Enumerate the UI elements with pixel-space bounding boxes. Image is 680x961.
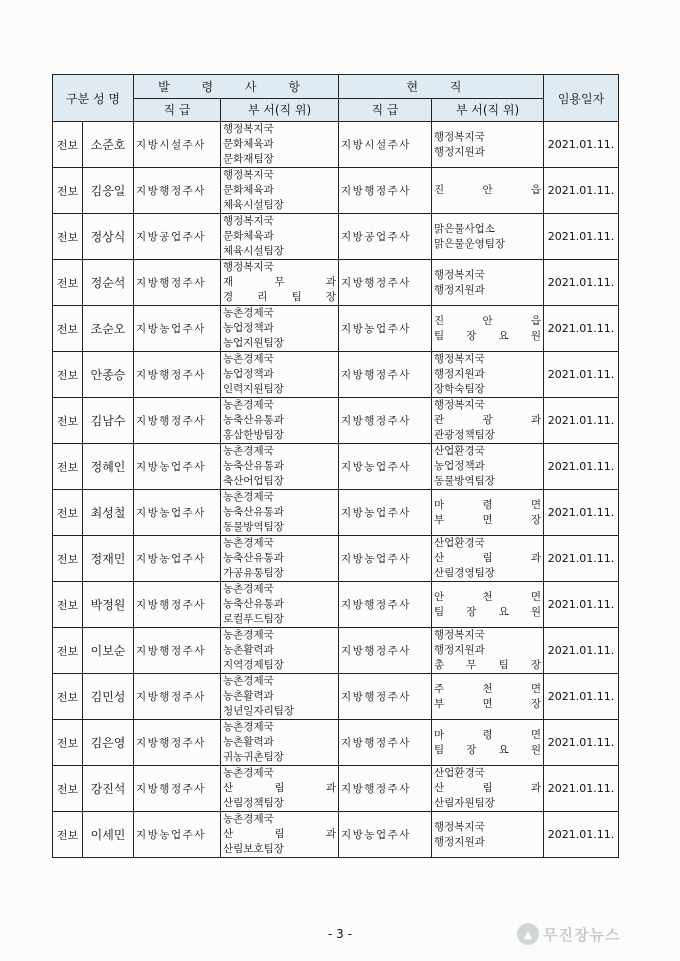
dept-line: 농촌경제국: [223, 675, 274, 687]
cell-current-rank: 지방농업주사: [339, 490, 432, 536]
dept-line: 농촌활력과: [223, 644, 274, 656]
cell-type: 전보: [53, 444, 83, 490]
cell-current-dept: [432, 306, 544, 352]
current-dept-line: 팀 장 요 원: [434, 605, 542, 618]
dept-line: 농촌경제국: [223, 629, 274, 641]
header-current-dept: 부 서(직 위): [432, 98, 544, 122]
cell-current-rank: 지방농업주사: [339, 306, 432, 352]
current-dept-line: 산림자원팀장: [434, 797, 495, 809]
cell-dept: [221, 536, 339, 582]
dept-line: 경 리 팀 장: [223, 291, 337, 303]
dept-line: 농축산유통과: [223, 506, 284, 518]
current-dept-line: 총 무 팀 장: [434, 659, 542, 671]
cell-dept: [221, 628, 339, 674]
dept-line: 산림정책팀장: [223, 797, 284, 809]
cell-date: 2021.01.11.: [544, 720, 619, 766]
dept-line: 농촌활력과: [223, 690, 274, 702]
cell-date: 2021.01.11.: [544, 444, 619, 490]
cell-type: 전보: [53, 214, 83, 260]
dept-line: 행정복지국: [223, 261, 274, 273]
cell-rank: 지방행정주사: [134, 168, 221, 214]
cell-dept: [221, 122, 339, 168]
cell-rank: 지방행정주사: [134, 398, 221, 444]
cell-current-dept: [432, 490, 544, 536]
current-dept-line: 산업환경국: [434, 537, 485, 549]
cell-name: 정재민: [83, 536, 134, 582]
current-dept-line: 행정복지국: [434, 820, 485, 833]
cell-rank: 지방시설주사: [134, 122, 221, 168]
current-dept-line: 행정지원과: [434, 368, 485, 380]
dept-line: 행정복지국: [223, 123, 274, 135]
current-dept-line: 관광정책팀장: [434, 429, 495, 441]
table-row: [53, 582, 619, 628]
dept-line: 문화체육과: [223, 184, 274, 196]
dept-line: 동물방역팀장: [223, 521, 284, 533]
dept-line: 산 림 과: [223, 828, 337, 840]
cell-type: 전보: [53, 536, 83, 582]
cell-date: 2021.01.11.: [544, 674, 619, 720]
dept-line: 농촌경제국: [223, 721, 274, 733]
table-row: [53, 720, 619, 766]
dept-line: 농촌경제국: [223, 399, 274, 411]
cell-current-rank: 지방농업주사: [339, 536, 432, 582]
cell-name: 김남수: [83, 398, 134, 444]
cell-date: 2021.01.11.: [544, 352, 619, 398]
cell-name: 정혜인: [83, 444, 134, 490]
cell-rank: 지방행정주사: [134, 628, 221, 674]
dept-line: 문화체육과: [223, 230, 274, 242]
cell-current-rank: 지방농업주사: [339, 812, 432, 858]
cell-current-dept: [432, 260, 544, 306]
current-dept-line: 행정복지국: [434, 130, 485, 143]
appointment-table: [52, 74, 619, 858]
cell-type: 전보: [53, 628, 83, 674]
dept-line: 산림보호팀장: [223, 843, 284, 855]
cell-date: 2021.01.11.: [544, 260, 619, 306]
cell-current-dept: [432, 122, 544, 168]
current-dept-line: 마 령 면: [434, 728, 542, 741]
cell-rank: 지방행정주사: [134, 674, 221, 720]
header-rank: 직 급: [134, 98, 221, 122]
header-date: 임용일자: [544, 75, 619, 122]
dept-line: 농축산유통과: [223, 598, 284, 610]
cell-name: 정상식: [83, 214, 134, 260]
table-body: [53, 122, 619, 858]
dept-line: 농촌경제국: [223, 583, 274, 595]
cell-date: 2021.01.11.: [544, 398, 619, 444]
cell-dept: [221, 214, 339, 260]
current-dept-line: 산업환경국: [434, 445, 485, 457]
current-dept-line: 주 천 면: [434, 682, 542, 695]
cell-date: 2021.01.11.: [544, 168, 619, 214]
cell-current-dept: [432, 444, 544, 490]
cell-name: 안종승: [83, 352, 134, 398]
dept-line: 농촌경제국: [223, 353, 274, 365]
cell-date: 2021.01.11.: [544, 766, 619, 812]
current-dept-line: 부 면 장: [434, 513, 542, 526]
dept-line: 지역경제팀장: [223, 659, 284, 671]
watermark-text: 무진장뉴스: [543, 925, 621, 944]
cell-current-dept: [432, 812, 544, 858]
cell-current-rank: 지방행정주사: [339, 352, 432, 398]
cell-current-dept: [432, 214, 544, 260]
cell-type: 전보: [53, 720, 83, 766]
cell-rank: 지방행정주사: [134, 582, 221, 628]
dept-line: 농업지원팀장: [223, 337, 284, 349]
current-dept-line: 진 안 읍: [434, 314, 542, 327]
table-row: [53, 122, 619, 168]
cell-dept: [221, 444, 339, 490]
cell-current-dept: [432, 720, 544, 766]
current-dept-line: 산업환경국: [434, 767, 485, 779]
current-dept-line: 동물방역팀장: [434, 475, 495, 487]
cell-date: 2021.01.11.: [544, 628, 619, 674]
cell-current-rank: 지방공업주사: [339, 214, 432, 260]
current-dept-line: 행정지원과: [434, 145, 485, 158]
cell-rank: 지방공업주사: [134, 214, 221, 260]
cell-current-rank: 지방행정주사: [339, 582, 432, 628]
dept-line: 산 림 과: [223, 782, 337, 794]
current-dept-line: 부 면 장: [434, 697, 542, 710]
cell-current-rank: 지방행정주사: [339, 720, 432, 766]
dept-line: 인력지원팀장: [223, 383, 284, 395]
cell-current-rank: 지방행정주사: [339, 766, 432, 812]
dept-line: 농촌경제국: [223, 491, 274, 503]
cell-type: 전보: [53, 766, 83, 812]
dept-line: 농축산유통과: [223, 460, 284, 472]
current-dept-line: 행정복지국: [434, 629, 485, 641]
cell-rank: 지방행정주사: [134, 260, 221, 306]
cell-name: 김민성: [83, 674, 134, 720]
cell-name: 정순석: [83, 260, 134, 306]
cell-current-dept: [432, 628, 544, 674]
cell-current-dept: [432, 766, 544, 812]
current-dept-line: 마 령 면: [434, 498, 542, 511]
current-dept-line: 장학숙팀장: [434, 383, 485, 395]
cell-current-dept: [432, 168, 544, 214]
cell-rank: 지방농업주사: [134, 536, 221, 582]
cell-dept: [221, 582, 339, 628]
cell-name: 이보순: [83, 628, 134, 674]
cell-type: 전보: [53, 812, 83, 858]
table-row: [53, 168, 619, 214]
table-row: [53, 444, 619, 490]
dept-line: 농업정책과: [223, 322, 274, 334]
current-dept-line: 농업정책과: [434, 460, 485, 472]
table-row: [53, 214, 619, 260]
current-dept-line: 안 천 면: [434, 590, 542, 603]
table-row: [53, 674, 619, 720]
cell-dept: [221, 306, 339, 352]
dept-line: 농축산유통과: [223, 552, 284, 564]
cell-name: 김은영: [83, 720, 134, 766]
dept-line: 문화체육과: [223, 138, 274, 150]
table-row: [53, 260, 619, 306]
current-dept-line: 산 림 과: [434, 782, 542, 794]
cell-dept: [221, 674, 339, 720]
cell-date: 2021.01.11.: [544, 490, 619, 536]
cell-name: 조순오: [83, 306, 134, 352]
table-row: [53, 490, 619, 536]
cell-current-rank: 지방행정주사: [339, 628, 432, 674]
watermark-logo-icon: ▲: [517, 923, 539, 945]
cell-dept: [221, 766, 339, 812]
dept-line: 농촌경제국: [223, 445, 274, 457]
cell-rank: 지방농업주사: [134, 444, 221, 490]
header-type-name: [53, 75, 134, 122]
cell-date: 2021.01.11.: [544, 306, 619, 352]
header-dept: 부 서(직 위): [221, 98, 339, 122]
table-row: [53, 536, 619, 582]
cell-type: 전보: [53, 306, 83, 352]
current-dept-line: 행정복지국: [434, 353, 485, 365]
current-dept-line: 맑은물운영팀장: [434, 237, 506, 250]
cell-current-rank: 지방행정주사: [339, 260, 432, 306]
cell-date: 2021.01.11.: [544, 582, 619, 628]
cell-rank: 지방행정주사: [134, 352, 221, 398]
dept-line: 홍삼한방팀장: [223, 429, 284, 441]
header-current: 현 직: [339, 75, 544, 99]
dept-line: 행정복지국: [223, 215, 274, 227]
cell-name: 박정원: [83, 582, 134, 628]
cell-type: 전보: [53, 352, 83, 398]
current-dept-line: 진 안 읍: [434, 184, 542, 196]
current-dept-line: 팀 장 요 원: [434, 743, 542, 756]
cell-name: 소준호: [83, 122, 134, 168]
table-row: [53, 306, 619, 352]
current-dept-line: 맑은물사업소: [434, 222, 495, 235]
cell-dept: [221, 398, 339, 444]
cell-type: 전보: [53, 582, 83, 628]
cell-type: 전보: [53, 398, 83, 444]
cell-type: 전보: [53, 260, 83, 306]
cell-current-rank: 지방시설주사: [339, 122, 432, 168]
cell-date: 2021.01.11.: [544, 812, 619, 858]
table-row: [53, 812, 619, 858]
dept-line: 문화재팀장: [223, 153, 274, 165]
cell-rank: 지방농업주사: [134, 490, 221, 536]
cell-rank: 지방행정주사: [134, 766, 221, 812]
current-dept-line: 산 림 과: [434, 552, 542, 564]
dept-line: 농업정책과: [223, 368, 274, 380]
cell-current-dept: [432, 398, 544, 444]
cell-current-rank: 지방행정주사: [339, 398, 432, 444]
cell-date: 2021.01.11.: [544, 214, 619, 260]
cell-type: 전보: [53, 168, 83, 214]
cell-dept: [221, 720, 339, 766]
header-current-rank: 직 급: [339, 98, 432, 122]
cell-type: 전보: [53, 490, 83, 536]
cell-rank: 지방행정주사: [134, 720, 221, 766]
cell-name: 이세민: [83, 812, 134, 858]
cell-dept: [221, 352, 339, 398]
cell-rank: 지방농업주사: [134, 812, 221, 858]
cell-dept: [221, 260, 339, 306]
header-type: 구분: [66, 91, 90, 106]
dept-line: 청년일자리팀장: [223, 705, 295, 717]
cell-type: 전보: [53, 674, 83, 720]
current-dept-line: 팀 장 요 원: [434, 329, 542, 342]
table-row: [53, 628, 619, 674]
cell-current-rank: 지방행정주사: [339, 674, 432, 720]
dept-line: 귀농귀촌팀장: [223, 751, 284, 763]
page-number: - 3 -: [328, 927, 352, 941]
table-row: [53, 398, 619, 444]
dept-line: 농축산유통과: [223, 414, 284, 426]
dept-line: 가공유통팀장: [223, 567, 284, 579]
current-dept-line: 행정지원과: [434, 835, 485, 848]
current-dept-line: 행정지원과: [434, 283, 485, 296]
cell-current-dept: [432, 352, 544, 398]
dept-line: 체육시설팀장: [223, 199, 284, 211]
cell-dept: [221, 490, 339, 536]
watermark: [517, 921, 672, 947]
current-dept-line: 행정복지국: [434, 399, 485, 411]
cell-name: 최성철: [83, 490, 134, 536]
table-row: [53, 352, 619, 398]
dept-line: 농촌경제국: [223, 307, 274, 319]
cell-name: 강진석: [83, 766, 134, 812]
header-appointment: 발 령 사 항: [134, 75, 339, 99]
header-name: 성 명: [93, 91, 121, 106]
current-dept-line: 행정지원과: [434, 644, 485, 656]
cell-type: 전보: [53, 122, 83, 168]
dept-line: 로컬푸드팀장: [223, 613, 284, 625]
dept-line: 농촌경제국: [223, 813, 274, 825]
cell-current-rank: 지방행정주사: [339, 168, 432, 214]
current-dept-line: 관 광 과: [434, 414, 542, 426]
dept-line: 축산어업팀장: [223, 475, 284, 487]
cell-current-dept: [432, 674, 544, 720]
table-row: [53, 766, 619, 812]
current-dept-line: 행정복지국: [434, 268, 485, 281]
cell-name: 김응일: [83, 168, 134, 214]
cell-rank: 지방농업주사: [134, 306, 221, 352]
cell-current-dept: [432, 536, 544, 582]
dept-line: 체육시설팀장: [223, 245, 284, 257]
current-dept-line: 산림경영팀장: [434, 567, 495, 579]
dept-line: 농촌경제국: [223, 767, 274, 779]
dept-line: 농촌활력과: [223, 736, 274, 748]
cell-date: 2021.01.11.: [544, 122, 619, 168]
cell-dept: [221, 168, 339, 214]
cell-current-rank: 지방농업주사: [339, 444, 432, 490]
dept-line: 행정복지국: [223, 169, 274, 181]
cell-dept: [221, 812, 339, 858]
dept-line: 농촌경제국: [223, 537, 274, 549]
dept-line: 재 무 과: [223, 276, 337, 288]
cell-current-dept: [432, 582, 544, 628]
cell-date: 2021.01.11.: [544, 536, 619, 582]
